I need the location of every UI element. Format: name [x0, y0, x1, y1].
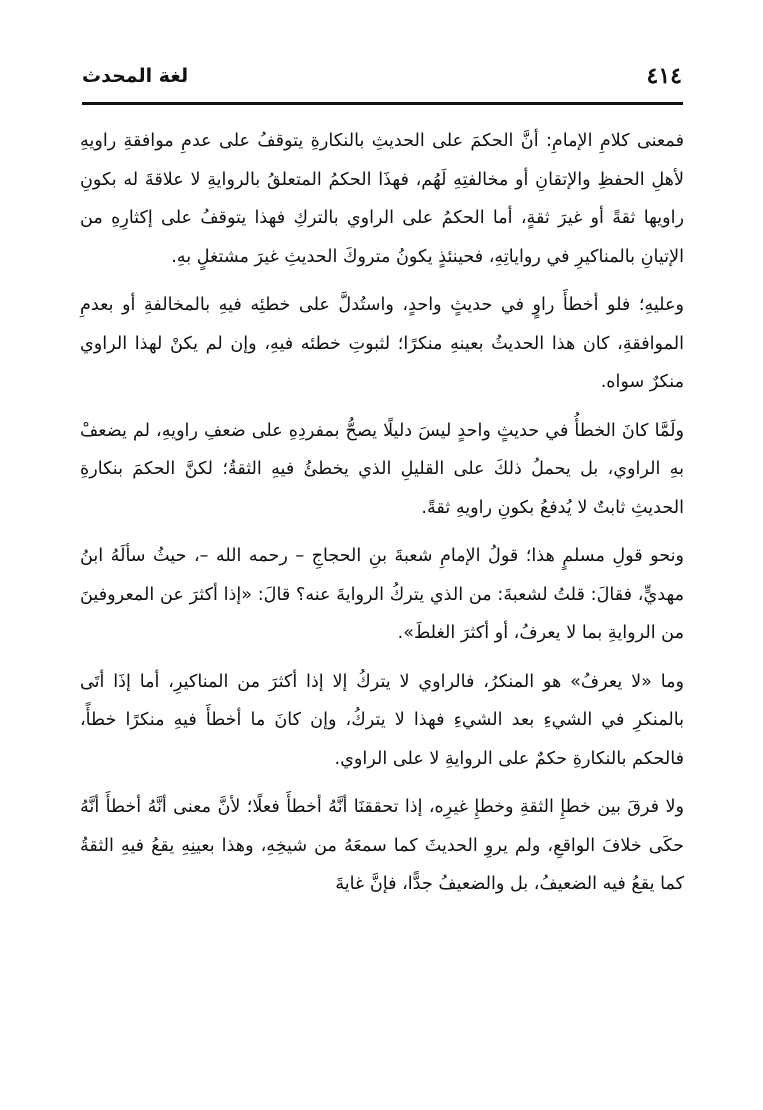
page-header [82, 58, 682, 94]
paragraph: ولا فرقَ بين خطإِ الثقةِ وخطإِ غيرِه، إذا تحققنَا أنَّهُ أخطأَ فعلًا؛ لأنَّ معنى أنَّهُ أخطأَ أنَّهُ حكَى خلافَ الواقعِ، ولم يروِ الحديثَ كما سمعَهُ من شيخِهِ، وهذا بعينِهِ يقعُ فيهِ الثقةُ كما يقعُ فيه الضعيفُ، بل والضعيفُ جدًّا، فإنَّ غايةَ [80, 797, 684, 894]
paragraph: ولَمَّا كانَ الخطأُ في حديثٍ واحدٍ ليسَ دليلًا يصحُّ بمفردِهِ على ضعفِ راويهِ، لم يضعفْ بهِ الراوي، بل يحملُ ذلكَ على القليلِ الذي يخطئُ فيهِ الثقةُ؛ لكنَّ الحكمَ بنكارةِ الحديثِ ثابتٌ لا يُدفعُ بكونِ راويهِ ثقةً. [80, 420, 684, 518]
page-number: ٤١٤ [646, 63, 682, 89]
paragraph: ونحو قولِ مسلمٍ هذا؛ قولُ الإمامِ شعبةَ بنِ الحجاجِ – رحمه الله –، حيثُ سألَهُ ابنُ مهديٍّ، فقالَ: قلتُ لشعبةَ: من الذي يتركُ الروايةَ عنه؟ قالَ: «إذا أكثرَ عن المعروفينَ من الروايةِ بما لا يعرفُ، أو أكثرَ الغلطَ». [80, 546, 684, 643]
paragraph: وما «لا يعرفُ» هو المنكرُ، فالراوي لا يتركُ إلا إذا أكثرَ من المناكيرِ، أما إذَا أتَى بالمنكرِ في الشيءِ بعد الشيءِ فهذا لا يتركُ، وإن كانَ ما أخطأَ فيهِ منكرًا خطأً، فالحكم بالنكارةِ حكمٌ على الروايةِ لا على الراوي. [80, 671, 684, 769]
running-title: لغة المحدث [82, 65, 189, 87]
page-body [80, 122, 684, 904]
paragraph: فمعنى كلامِ الإمامِ: أنَّ الحكمَ على الحديثِ بالنكارةِ يتوقفُ على عدمِ موافقةِ راويهِ لأهلِ الحفظِ والإتقانِ أو مخالفتِهِ لَهُم، فهذَا الحكمُ المتعلقُ بالروايةِ لا علاقةَ له بكونِ راويها ثقةً أو غيرَ ثقةٍ، أما الحكمُ على الراوي بالتركِ فهذا يتوقفُ على إكثارِهِ من الإتيانِ بالمناكيرِ في رواياتِهِ، فحينئذٍ يكونُ متروكَ الحديثِ غيرَ مشتغلٍ بهِ. [80, 131, 684, 267]
paragraph: وعليهِ؛ فلو أخطأَ راوٍ في حديثٍ واحدٍ، واستُدلَّ على خطئِه فيهِ بالمخالفةِ أو بعدمِ الموافقةِ، كان هذا الحديثُ بعينهِ منكرًا؛ لثبوتِ خطئه فيهِ، وإن لم يكنْ لهذا الراوي منكرٌ سواه. [80, 295, 684, 392]
header-divider [82, 102, 683, 105]
